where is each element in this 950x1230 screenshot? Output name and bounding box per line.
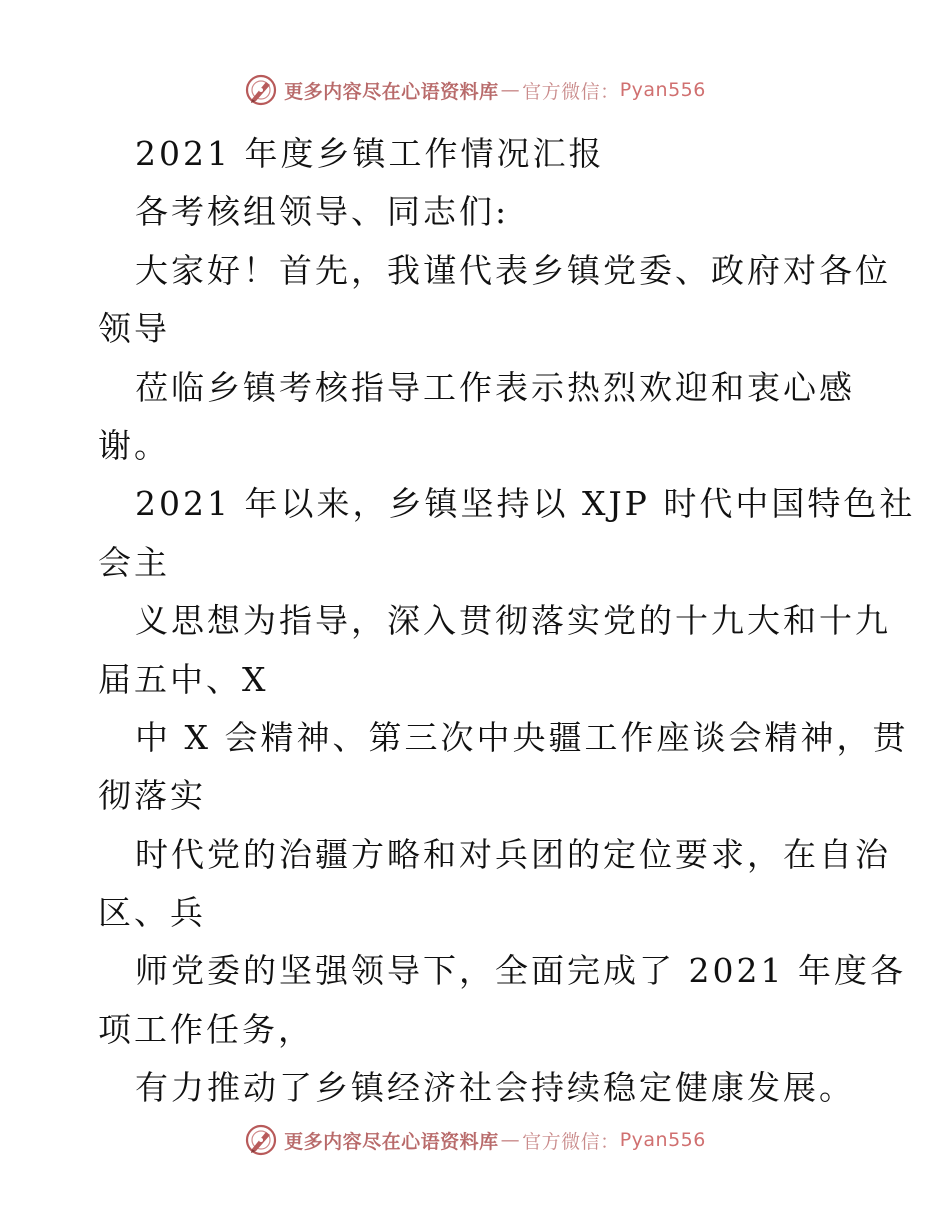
footer-brand-text: 更多内容尽在心语资料库 [284, 1130, 499, 1153]
text-line: 中 X 会精神、第三次中央疆工作座谈会精神，贯 [135, 717, 909, 757]
text-line: 2021 年以来，乡镇坚持以 XJP 时代中国特色社 [135, 484, 916, 524]
header-separator: — [500, 79, 521, 101]
text-line: 领导 [98, 309, 170, 349]
text-line: 项工作任务， [98, 1009, 314, 1049]
footer-wechat-id: Pyan556 [619, 1129, 706, 1151]
pen-logo-icon [244, 73, 278, 107]
text-line: 2021 年度乡镇工作情况汇报 [135, 134, 605, 173]
pen-logo-icon [244, 1123, 278, 1157]
header-wechat-id: Pyan556 [619, 79, 706, 101]
footer-contact-label: 官方微信： [522, 1130, 620, 1153]
text-line: 义思想为指导，深入贯彻落实党的十九大和十九 [135, 601, 891, 641]
text-line: 大家好！首先，我谨代表乡镇党委、政府对各位 [135, 250, 891, 290]
text-line: 谢。 [98, 425, 170, 465]
text-line: 时代党的治疆方略和对兵团的定位要求，在自治 [135, 834, 891, 874]
text-line: 师党委的坚强领导下，全面完成了 2021 年度各 [135, 951, 906, 991]
text-line: 莅临乡镇考核指导工作表示热烈欢迎和衷心感 [135, 367, 855, 407]
text-line: 彻落实 [98, 776, 206, 816]
footer-separator: — [500, 1129, 521, 1151]
header-brand-text: 更多内容尽在心语资料库 [284, 80, 499, 103]
footer-watermark [0, 1120, 950, 1160]
text-line: 届五中、X [98, 659, 269, 699]
text-line: 区、兵 [98, 893, 206, 933]
document-body [98, 125, 916, 1118]
text-line: 各考核组领导、同志们: [135, 192, 510, 232]
header-contact-label: 官方微信： [522, 80, 620, 103]
text-line: 有力推动了乡镇经济社会持续稳定健康发展。 [135, 1068, 855, 1108]
header-watermark [0, 70, 950, 110]
text-line: 会主 [98, 542, 170, 582]
